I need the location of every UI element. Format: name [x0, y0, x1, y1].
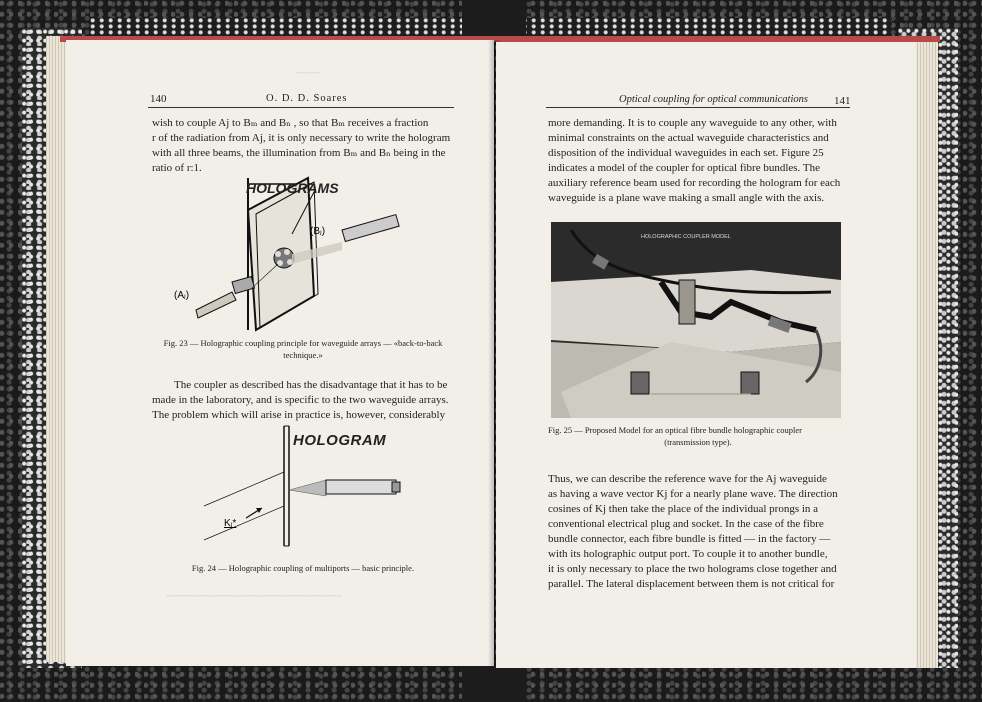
- running-head-left: O. D. D. Soares: [266, 93, 348, 104]
- text-line: with all three beams, the illumination from Bₘ and Bₙ being in the: [152, 147, 446, 159]
- label-kj: Kⱼ*: [224, 518, 237, 529]
- text-line: more demanding. It is to couple any waveguide to any other, with: [548, 117, 837, 129]
- caption-line: Fig. 23 — Holographic coupling principle for waveguide arrays — «back-to-back: [163, 338, 443, 348]
- left-paragraph-1: [152, 116, 452, 176]
- running-head-right: Optical coupling for optical communications: [619, 94, 808, 105]
- text-line: disposition of the individual waveguides in each set. Figure 25: [548, 147, 824, 159]
- book-spine-bottom: [462, 662, 526, 702]
- figure-24-title: HOLOGRAM: [293, 432, 387, 449]
- right-paragraph-1: [548, 116, 848, 206]
- right-page: [496, 42, 916, 668]
- book-spine-top: [462, 0, 526, 40]
- header-rule-right: [546, 107, 850, 108]
- figure-23-title: HOLOGRAMS: [246, 180, 339, 196]
- text-line: ratio of r:1.: [152, 162, 202, 174]
- text-line: The coupler as described has the disadvantage that it has to be: [174, 379, 448, 391]
- page-number-right: 141: [834, 95, 851, 107]
- bleed-through: ~~~~~~~~~~~~~~~~~~~~~~~~~~~~~~~~~~~~: [166, 591, 342, 601]
- text-line: conventional electrical plug and socket. In the case of the fibre: [548, 518, 824, 530]
- caption-line: Fig. 25 — Proposed Model for an optical fibre bundle holographic coupler: [548, 425, 802, 435]
- left-page: [66, 40, 494, 666]
- text-line: wish to couple Aj to Bₘ and Bₙ , so that Bₘ receives a fraction: [152, 117, 429, 129]
- text-line: with its holographic output port. To couple it to another bundle,: [548, 548, 828, 560]
- bleed-through: ~~~~~: [296, 68, 321, 78]
- caption-line: technique.»: [283, 350, 323, 360]
- figure-25-photo: [551, 222, 841, 418]
- text-line: parallel. The lateral displacement between them is not critical for: [548, 578, 835, 590]
- figure-23-caption: [150, 337, 456, 361]
- text-line: waveguide is a plane wave making a small angle with the axis.: [548, 192, 825, 204]
- text-line: it is only necessary to place the two holograms close together and: [548, 563, 837, 575]
- figure-25-caption: [548, 424, 848, 448]
- text-line: cosines of Kj then take the place of the individual prongs in a: [548, 503, 819, 515]
- caption-line: (transmission type).: [664, 437, 732, 447]
- photo-label: HOLOGRAPHIC COUPLER MODEL: [641, 234, 731, 240]
- text-line: r of the radiation from Aj, it is only necessary to write the hologram: [152, 132, 451, 144]
- text-line: made in the laboratory, and is specific to the two waveguide arrays.: [152, 394, 449, 406]
- text-line: indicates a model of the coupler for optical fibre bundles. The: [548, 162, 820, 174]
- label-aj: (Aⱼ): [174, 290, 190, 301]
- text-line: as having a wave vector Kj for a nearly plane wave. The direction: [548, 488, 838, 500]
- text-line: The problem which will arise in practice is, however, considerably: [152, 409, 446, 421]
- label-bj: (Bⱼ): [310, 226, 326, 237]
- text-line: minimal constraints on the actual waveguide characteristics and: [548, 132, 829, 144]
- text-line: Thus, we can describe the reference wave for the Aj waveguide: [548, 473, 827, 485]
- right-paragraph-2: [548, 472, 848, 592]
- figure-24-caption: Fig. 24 — Holographic coupling of multiports — basic principle.: [191, 563, 415, 573]
- text-line: auxiliary reference beam used for recording the hologram for each: [548, 177, 841, 189]
- left-paragraph-2: [152, 378, 452, 423]
- header-rule-left: [148, 107, 454, 108]
- text-line: bundle connector, each fibre bundle is fitted — in the factory —: [548, 533, 831, 545]
- page-number-left: 140: [150, 93, 167, 105]
